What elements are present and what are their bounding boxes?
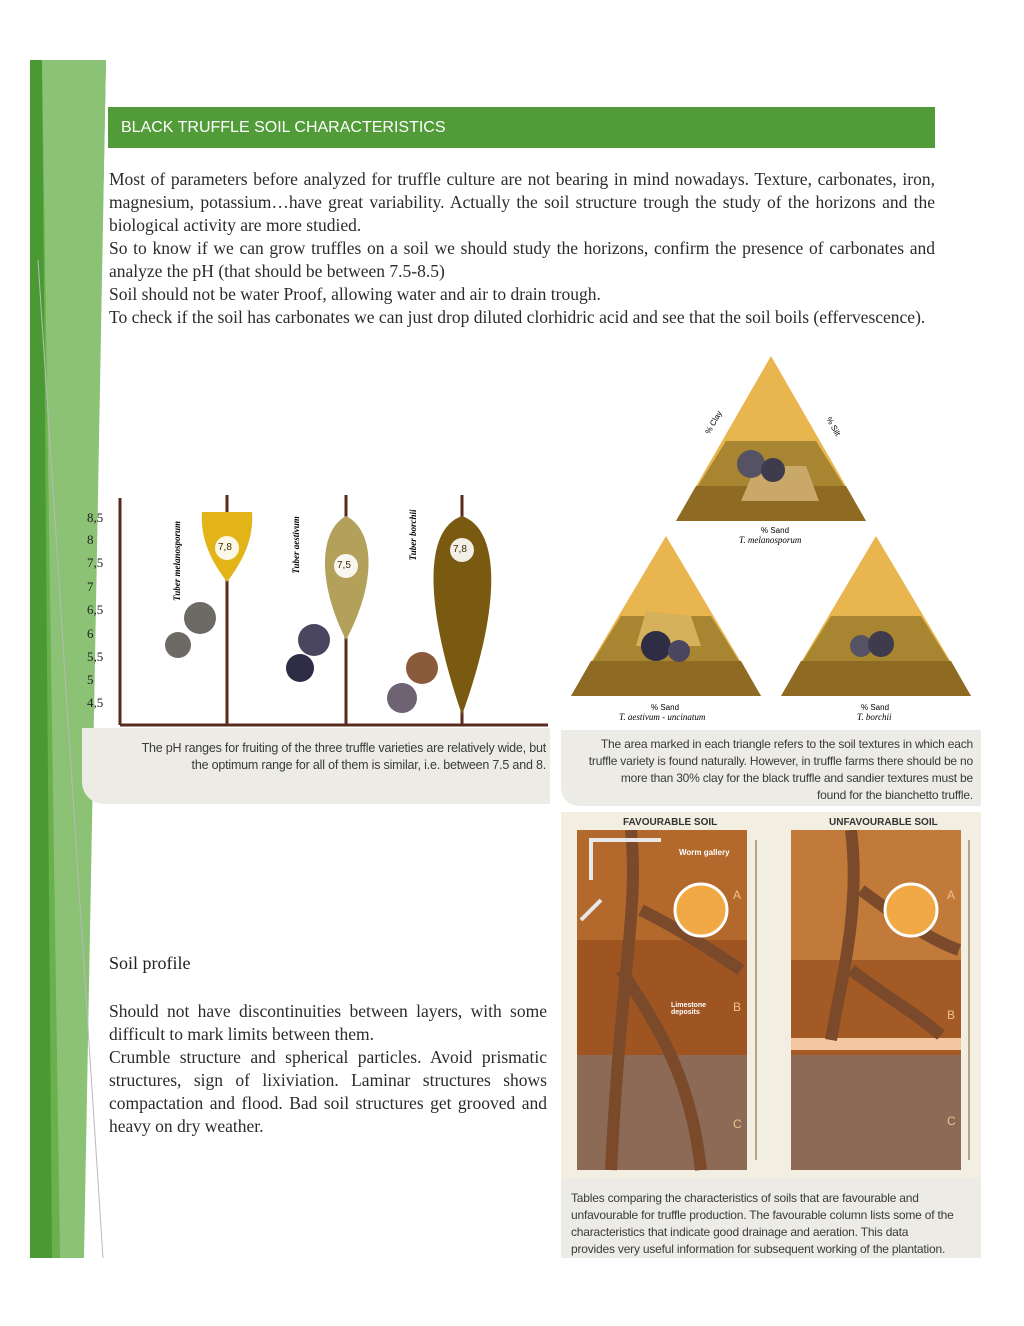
triangle-label: T. aestivum - uncinatum <box>619 712 706 722</box>
caption-line: unfavourable for truffle production. The favourable column lists some of the <box>571 1208 954 1222</box>
profile-paragraph: Should not have discontinuities between layers, with some difficult to mark limits between them. <box>109 1001 547 1044</box>
soil-columns <box>561 830 981 1175</box>
triangles-caption <box>569 736 973 804</box>
ph-tick: 5,5 <box>87 649 104 664</box>
caption-line: characteristics that indicate good drainage and aeration. This data <box>571 1225 909 1239</box>
ph-chart <box>82 490 550 730</box>
layer-label: B <box>733 1000 742 1014</box>
ph-tick: 6,5 <box>87 602 104 617</box>
soil-texture-triangles-figure <box>561 346 981 806</box>
worm-gallery-label: Worm gallery <box>679 848 730 857</box>
soil-profile-text <box>109 1000 547 1138</box>
caption-line: The pH ranges for fruiting of the three truffle varieties are relatively wide, but <box>141 741 546 755</box>
layer-label: C <box>733 1117 742 1131</box>
soil-profile-heading: Soil profile <box>109 953 191 973</box>
optimum-label: 7,5 <box>337 560 351 571</box>
soil-comparison-figure <box>561 812 981 1258</box>
section-title-banner <box>108 107 935 148</box>
truffle-aestivum <box>286 624 330 682</box>
ph-tick: 6 <box>87 626 94 641</box>
layer-label: A <box>947 888 956 902</box>
species-name: Tuber borchii <box>408 509 418 561</box>
ph-tick: 8,5 <box>87 510 104 525</box>
intro-paragraph: So to know if we can grow truffles on a soil we should study the horizons, confirm the presence of carbonates and analyze the pH (that should be between 7.5-8.5) <box>109 238 935 281</box>
caption-line: provides very useful information for subsequent working of the plantation. <box>571 1242 946 1256</box>
intro-paragraph: Soil should not be water Proof, allowing water and air to drain trough. <box>109 284 601 304</box>
ph-tick: 8 <box>87 532 94 547</box>
truffle-borchii <box>387 652 438 713</box>
caption-line: The area marked in each triangle refers to the soil textures in which each <box>600 737 973 751</box>
species-name: Tuber melanosporum <box>172 521 182 601</box>
axis-label-sand: % Sand <box>761 526 790 535</box>
ph-tick: 4,5 <box>87 695 104 710</box>
intro-paragraph: To check if the soil has carbonates we can just drop diluted clorhidric acid and see that the soil boils (effervescence). <box>109 307 926 327</box>
profile-paragraph: Crumble structure and spherical particles. Avoid prismatic structures, sign of lixiviation. Laminar structures shows compactation and flood. Bad soil structures get grooved and heavy on dry weather. <box>109 1047 547 1136</box>
unfavourable-label: UNFAVOURABLE SOIL <box>829 817 938 828</box>
ph-tick: 7,5 <box>87 555 104 570</box>
caption-line: truffle variety is found naturally. However, in truffle farms there should be no <box>588 754 973 768</box>
optimum-label: 7,8 <box>453 544 467 555</box>
intro-text <box>109 168 935 329</box>
soil-caption <box>571 1190 976 1258</box>
layer-label: C <box>947 1114 956 1128</box>
layer-label: A <box>733 888 742 902</box>
ph-tick: 7 <box>87 579 94 594</box>
favourable-label: FAVOURABLE SOIL <box>623 817 718 828</box>
section-title: BLACK TRUFFLE SOIL CHARACTERISTICS <box>121 119 446 136</box>
axis-label-sand: % Sand <box>861 703 890 712</box>
intro-paragraph: Most of parameters before analyzed for truffle culture are not bearing in mind nowadays. Texture, carbonates, iron, magnesium, potassium…have great variability. Actually the soil structure trough the study of the horizons and the biological activity are more studied. <box>109 169 935 235</box>
aestivum-ph-drop <box>325 516 369 640</box>
triangle-label: T. melanosporum <box>739 535 802 545</box>
axis-label-sand: % Sand <box>651 703 680 712</box>
optimum-label: 7,8 <box>218 542 232 553</box>
ph-caption <box>94 740 546 774</box>
ph-range-figure <box>82 490 550 805</box>
triangle-label: T. borchii <box>857 712 892 722</box>
caption-line: Tables comparing the characteristics of soils that are favourable and <box>571 1191 919 1205</box>
caption-line: found for the bianchetto truffle. <box>817 788 973 802</box>
species-name: Tuber aestivum <box>291 516 301 574</box>
caption-line: more than 30% clay for the black truffle and sandier textures must be <box>620 771 973 785</box>
axis-label-silt: % Silt <box>824 415 843 438</box>
limestone-label: Limestone deposits <box>671 1002 707 1016</box>
ph-tick: 5 <box>87 672 94 687</box>
truffle-melanosporum <box>165 602 216 658</box>
axis-label-clay: % Clay <box>703 409 724 436</box>
caption-line: the optimum range for all of them is similar, i.e. between 7.5 and 8. <box>191 758 546 772</box>
layer-label: B <box>947 1008 956 1022</box>
